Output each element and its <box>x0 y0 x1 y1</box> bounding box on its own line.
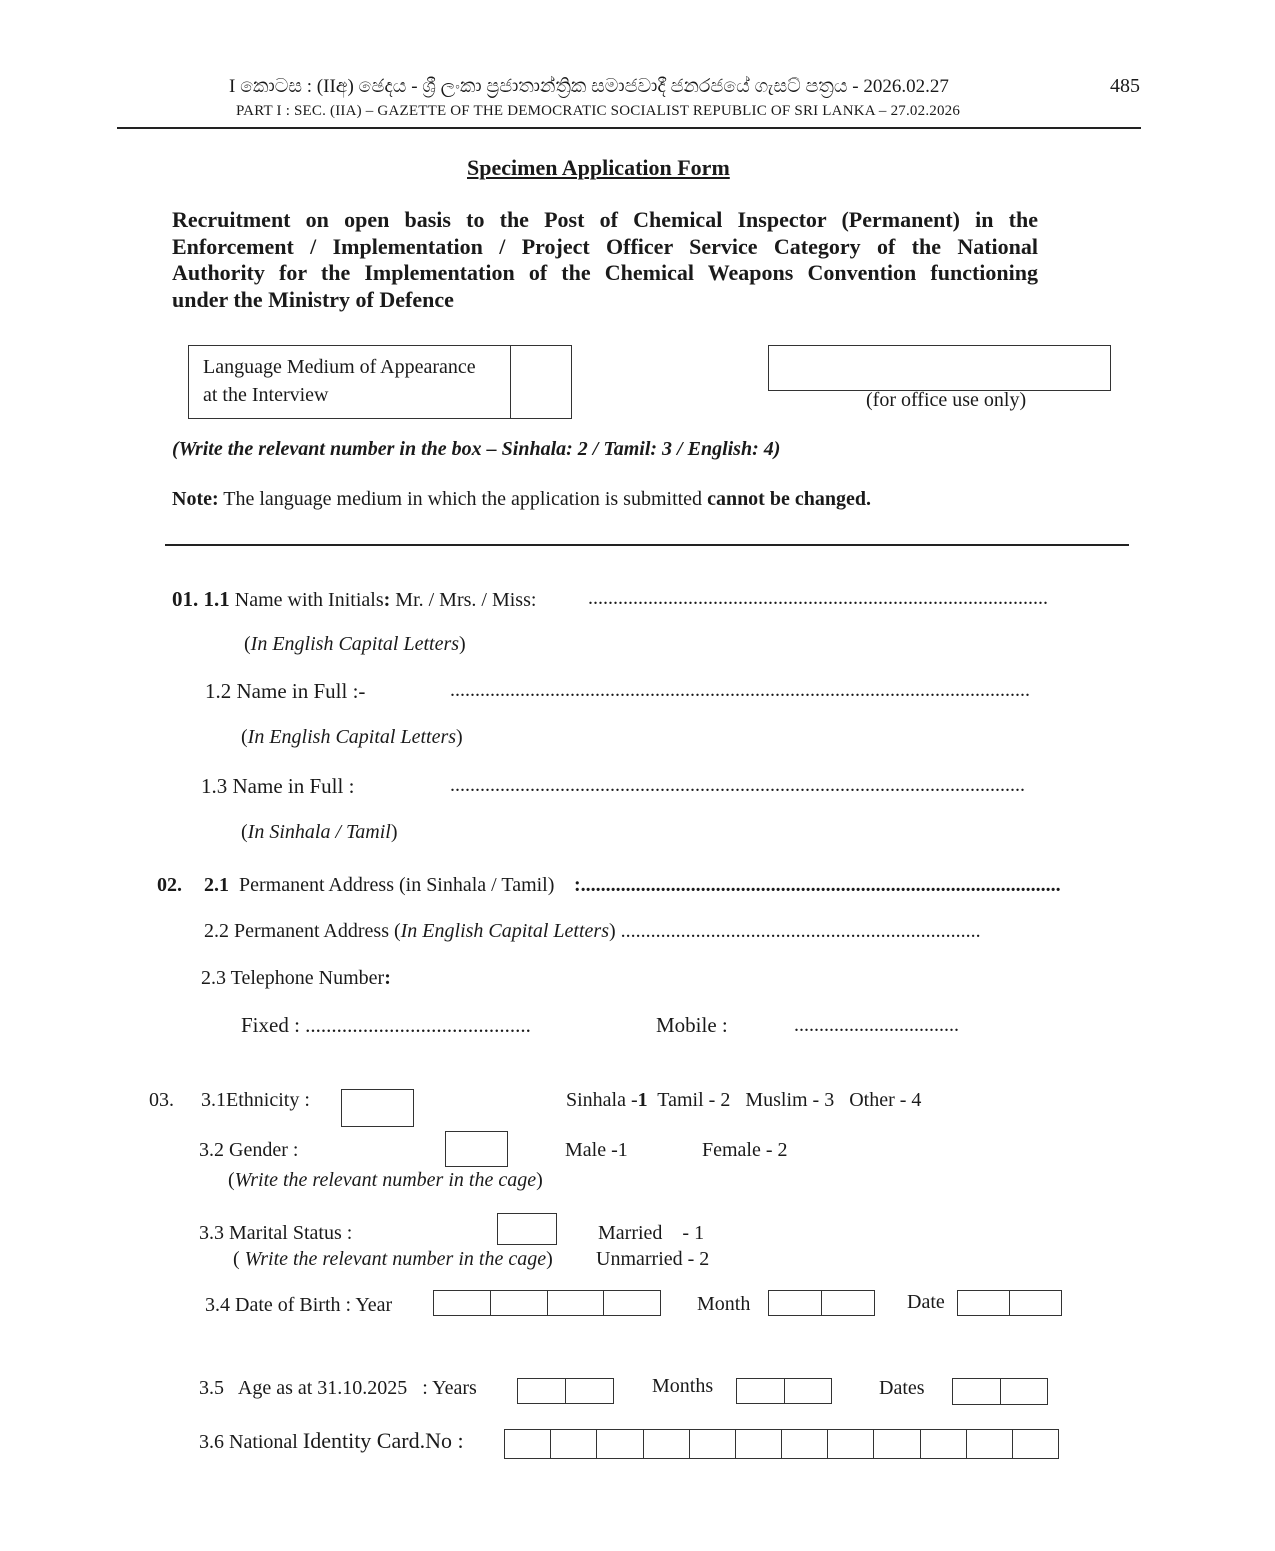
name-in-full-sinhala-field[interactable]: ................................................................................................................... <box>450 774 1025 796</box>
gender-female-option: Female - 2 <box>702 1139 788 1161</box>
hint-capital-2: (In English Capital Letters) <box>241 726 463 748</box>
permanent-address-english-field[interactable]: ) ........................................................................ <box>608 920 981 942</box>
hint-capital-1: (In English Capital Letters) <box>244 633 466 655</box>
age-dates-label: Dates <box>879 1377 925 1399</box>
permanent-address-sinhala-label: 2.1 Permanent Address (in Sinhala / Tamil) <box>204 874 555 896</box>
name-in-full-label: 1.2 Name in Full :- <box>205 679 366 703</box>
language-medium-input[interactable] <box>510 345 572 419</box>
marital-cage-hint: ( Write the relevant number in the cage) <box>233 1248 553 1270</box>
ethnicity-label: 3.1Ethnicity : <box>201 1089 310 1111</box>
description-line: Enforcement / Implementation / Project Officer Service Category of the National <box>172 233 1038 259</box>
mobile-field[interactable]: ................................. <box>794 1014 959 1036</box>
gender-input[interactable] <box>445 1131 508 1167</box>
name-in-full-sinhala-label: 1.3 Name in Full : <box>201 774 355 798</box>
dob-month-cells[interactable] <box>768 1290 875 1316</box>
gender-male-option: Male -1 <box>565 1139 628 1161</box>
form-description <box>172 207 1038 313</box>
office-use-box <box>768 345 1111 391</box>
married-option: Married - 1 <box>598 1222 705 1244</box>
dob-label: 3.4 Date of Birth : Year <box>205 1294 393 1316</box>
marital-status-input[interactable] <box>497 1213 557 1245</box>
section-3-number: 03. <box>149 1089 174 1111</box>
telephone-label: 2.3 Telephone Number: <box>201 967 391 989</box>
form-title: Specimen Application Form <box>467 155 730 180</box>
marital-status-label: 3.3 Marital Status : <box>199 1222 353 1244</box>
description-line: Authority for the Implementation of the Chemical Weapons Convention functioning <box>172 260 1038 285</box>
age-months-label: Months <box>652 1375 714 1397</box>
permanent-address-sinhala-field[interactable]: :................................................................................................ <box>574 874 1061 896</box>
dob-date-label: Date <box>907 1291 945 1313</box>
ethnicity-input[interactable] <box>341 1089 414 1127</box>
mobile-label: Mobile : <box>656 1013 728 1037</box>
name-with-initials-field[interactable]: ............................................................................................ <box>588 587 1048 609</box>
header-rule <box>117 127 1141 129</box>
gender-cage-hint: (Write the relevant number in the cage) <box>228 1169 543 1191</box>
nic-cells[interactable] <box>504 1429 1059 1459</box>
gender-label: 3.2 Gender : <box>199 1139 299 1161</box>
dob-year-cells[interactable] <box>433 1290 661 1316</box>
ethnicity-options: Sinhala -1 Tamil - 2 Muslim - 3 Other - 4 <box>566 1089 922 1111</box>
fixed-phone-field[interactable]: Fixed : ........................................... <box>241 1013 531 1037</box>
dob-month-label: Month <box>697 1293 751 1315</box>
age-years-cells[interactable] <box>517 1378 614 1404</box>
section-divider <box>165 544 1129 546</box>
unmarried-option: Unmarried - 2 <box>596 1248 710 1270</box>
section-2-number: 02. <box>157 874 182 896</box>
hint-sinhala-tamil: (In Sinhala / Tamil) <box>241 821 398 843</box>
note: Note: The language medium in which the application is submitted cannot be changed. <box>172 488 871 510</box>
age-months-cells[interactable] <box>736 1378 832 1404</box>
name-in-full-field[interactable]: .................................................................................................................... <box>450 679 1030 701</box>
office-use-label: (for office use only) <box>866 389 1027 411</box>
gazette-header-english: PART I : SEC. (IIA) – GAZETTE OF THE DEMOCRATIC SOCIALIST REPUBLIC OF SRI LANKA – 27.02.2026 <box>236 103 961 119</box>
page-number: 485 <box>1110 75 1140 97</box>
description-line: under the Ministry of Defence <box>172 286 454 312</box>
name-with-initials-row: 01. 1.1 Name with Initials: Mr. / Mrs. / Miss: <box>172 587 537 611</box>
language-medium-label: Language Medium of Appearance at the Interview <box>203 356 476 406</box>
dob-date-cells[interactable] <box>957 1290 1062 1316</box>
permanent-address-english: 2.2 Permanent Address (In English Capital Letters) ........................................................................ <box>204 920 981 942</box>
nic-label: 3.6 National Identity Card.No : <box>199 1428 464 1453</box>
age-dates-cells[interactable] <box>952 1378 1048 1405</box>
description-line: Recruitment on open basis to the Post of Chemical Inspector (Permanent) in the <box>172 207 1038 232</box>
age-label: 3.5 Age as at 31.10.2025 : Years <box>199 1377 477 1399</box>
gazette-header-sinhala: I කොටස : (IIඅ) ඡෙදය - ශ්‍රී ලංකා ප්‍රජාතාන්ත්‍රික සමාජවාදී ජනරජයේ ගැසට් පත්‍රය - 2026.02.27 <box>229 76 949 97</box>
language-instruction: (Write the relevant number in the box – Sinhala: 2 / Tamil: 3 / English: 4) <box>172 438 781 460</box>
